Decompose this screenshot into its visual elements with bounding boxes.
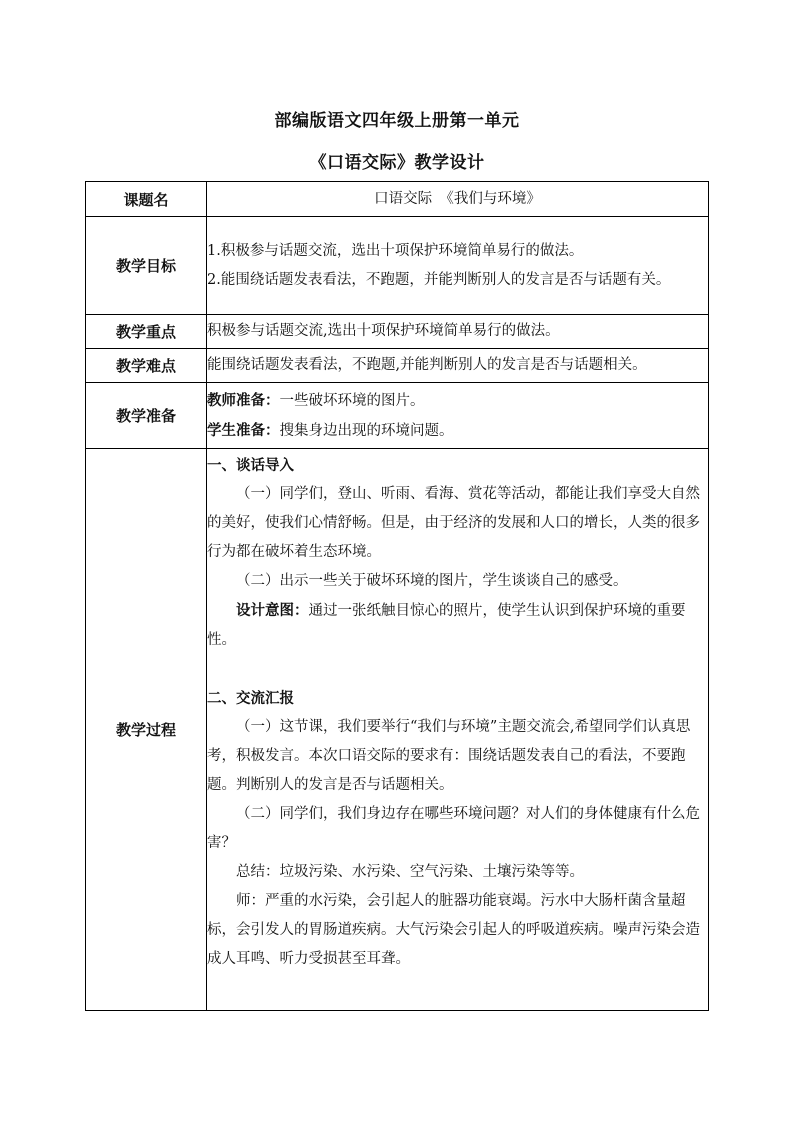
student-preparation bbox=[207, 416, 708, 446]
document-title: 部编版语文四年级上册第一单元 bbox=[274, 111, 520, 131]
section1-heading: 一、谈话导入 bbox=[207, 457, 294, 474]
section2-paragraph-2: （二）同学们，我们身边存在哪些环境问题？对人们的身体健康有什么危害？ bbox=[207, 806, 700, 851]
preparation-label: 教学准备 bbox=[86, 383, 207, 449]
section2-paragraph-1: （一）这节课，我们要举行“我们与环境”主题交流会,希望同学们认真思考，积极发言。本次口语交际的要求有：围绕话题发表自己的看法，不要跑题。判断别人的发言是否与话题相关。 bbox=[207, 719, 691, 793]
section2-paragraph-3: 总结：垃圾污染、水污染、空气污染、土壤污染等等。 bbox=[236, 864, 584, 880]
process-cell bbox=[207, 449, 709, 1011]
preparation-cell bbox=[207, 383, 709, 449]
goal-item-2: 2.能围绕话题发表看法，不跑题，并能判断别人的发言是否与话题有关。 bbox=[207, 271, 671, 288]
table-row-process bbox=[86, 449, 709, 1011]
design-intent-value: 通过一张纸触目惊心的照片，使学生认识到保护环境的重要性。 bbox=[207, 603, 686, 648]
design-intent-label: 设计意图： bbox=[236, 602, 309, 619]
table-row-key-points bbox=[86, 315, 709, 349]
student-preparation-label: 学生准备： bbox=[207, 421, 280, 439]
teacher-preparation-label: 教师准备： bbox=[207, 391, 280, 409]
difficulties-label: 教学难点 bbox=[86, 349, 207, 383]
goals-cell bbox=[207, 217, 709, 315]
teacher-preparation bbox=[207, 386, 708, 416]
student-preparation-value: 搜集身边出现的环境问题。 bbox=[279, 422, 454, 439]
topic-value: 口语交际 《我们与环境》 bbox=[207, 182, 709, 217]
table-row-goals bbox=[86, 217, 709, 315]
design-intent bbox=[207, 596, 708, 655]
blank-line bbox=[207, 655, 708, 684]
section2-paragraph-4: 师：严重的水污染，会引起人的脏器功能衰竭。污水中大肠杆菌含量超标，会引发人的胃肠道疾病。大气污染会引起人的呼吸道疾病。噪声污染会造成人耳鸣、听力受损甚至耳聋。 bbox=[207, 893, 700, 967]
goal-item-1: 1.积极参与话题交流，选出十项保护环境简单易行的做法。 bbox=[207, 242, 584, 259]
goals-label: 教学目标 bbox=[86, 217, 207, 315]
process-label: 教学过程 bbox=[86, 449, 207, 1011]
key-points-value: 积极参与话题交流,选出十项保护环境简单易行的做法。 bbox=[207, 315, 709, 349]
difficulties-value: 能围绕话题发表看法，不跑题,并能判断别人的发言是否与话题相关。 bbox=[207, 349, 709, 383]
document-subtitle: 《口语交际》教学设计 bbox=[309, 153, 485, 173]
table-row-topic bbox=[86, 182, 709, 217]
table-row-preparation bbox=[86, 383, 709, 449]
teacher-preparation-value: 一些破坏环境的图片。 bbox=[279, 392, 425, 409]
topic-label: 课题名 bbox=[86, 182, 207, 217]
lesson-plan-table bbox=[85, 181, 709, 1011]
section2-heading: 二、交流汇报 bbox=[207, 690, 294, 707]
section1-paragraph-1: （一）同学们，登山、听雨、看海、赏花等活动，都能让我们享受大自然的美好，使我们心情舒畅。但是，由于经济的发展和人口的增长，人类的很多行为都在破坏着生态环境。 bbox=[207, 486, 700, 560]
section1-paragraph-2: （二）出示一些关于破坏环境的图片，学生谈谈自己的感受。 bbox=[236, 573, 628, 589]
table-row-difficulties bbox=[86, 349, 709, 383]
key-points-label: 教学重点 bbox=[86, 315, 207, 349]
